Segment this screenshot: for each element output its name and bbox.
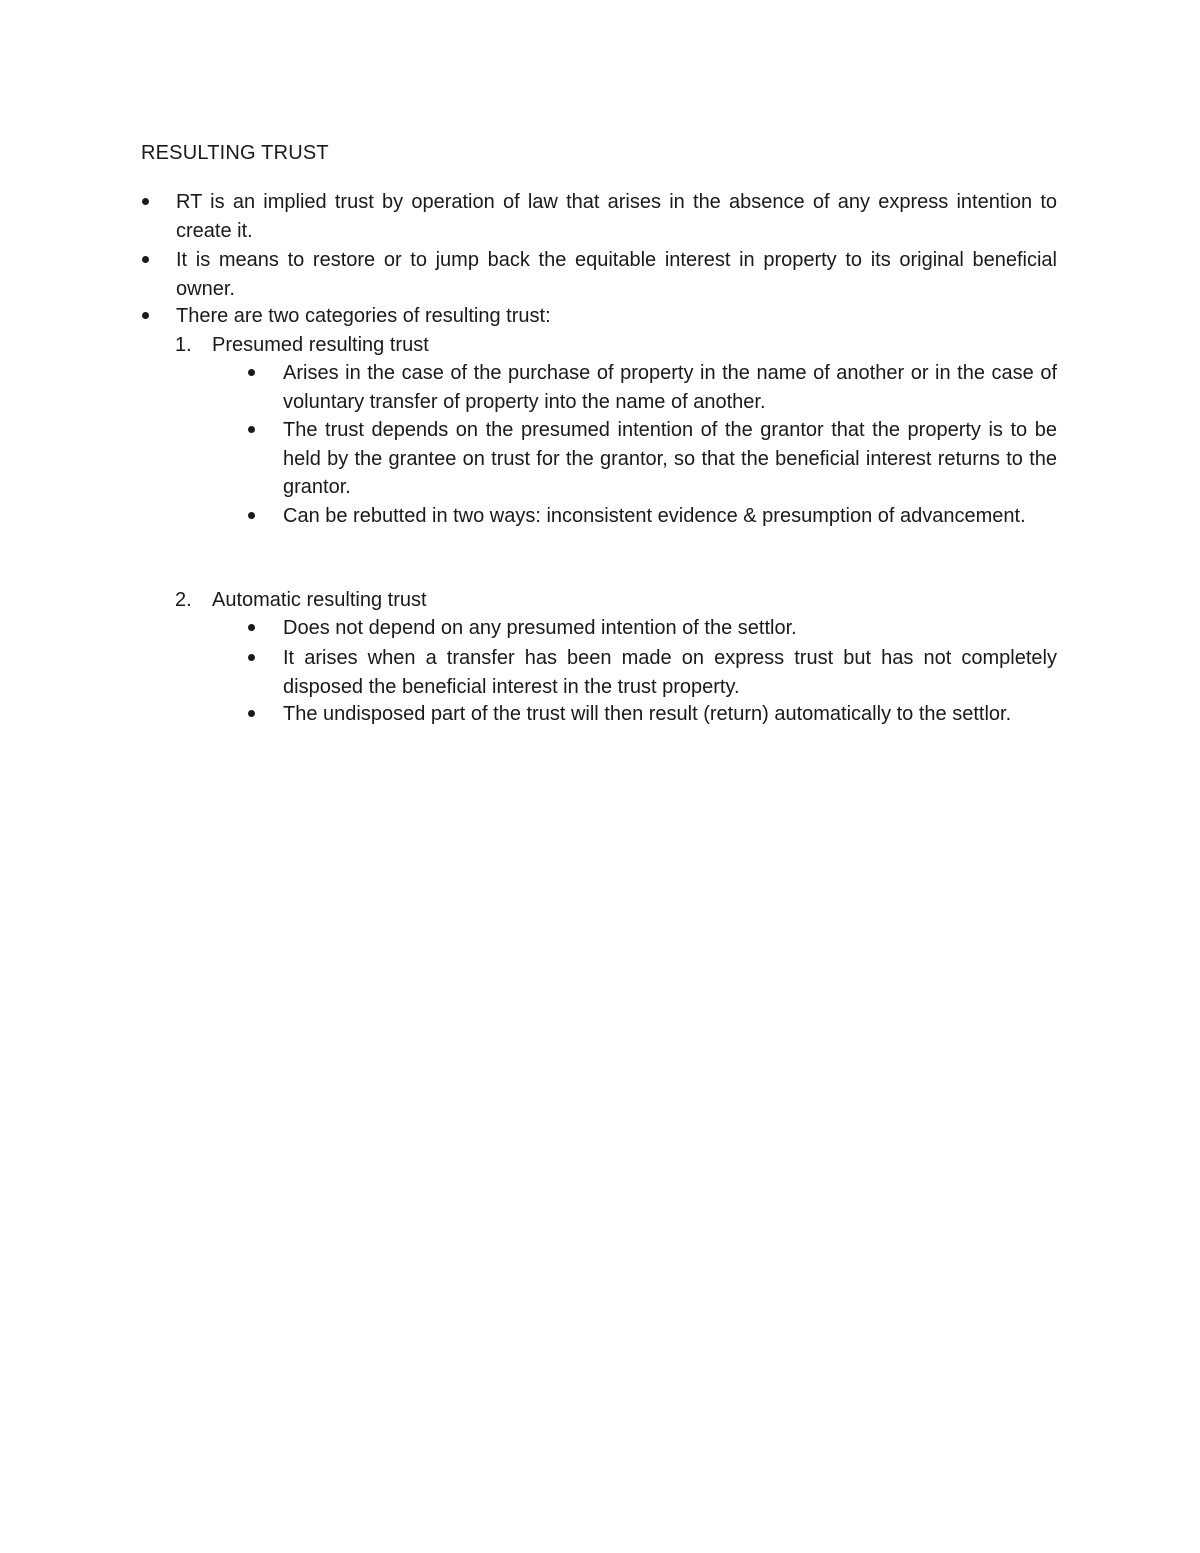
bullet-item: RT is an implied trust by operation of law that arises in the absence of any express intention to create it.: [176, 191, 1057, 242]
bullet-icon: [248, 512, 255, 519]
list-number: 1.: [175, 334, 192, 356]
bullet-icon: [142, 256, 149, 263]
document-title: RESULTING TRUST: [141, 142, 329, 164]
bullet-icon: [248, 654, 255, 661]
list-number: 2.: [175, 589, 192, 611]
bullet-icon: [248, 426, 255, 433]
bullet-item: It is means to restore or to jump back the equitable interest in property to its original beneficial owner.: [176, 249, 1057, 300]
bullet-item: There are two categories of resulting trust:: [176, 305, 551, 327]
category-label: Automatic resulting trust: [212, 589, 427, 611]
bullet-icon: [248, 369, 255, 376]
bullet-icon: [248, 710, 255, 717]
sub-bullet-item: Does not depend on any presumed intention of the settlor.: [283, 617, 797, 639]
sub-bullet-item: Arises in the case of the purchase of property in the name of another or in the case of voluntary transfer of property into the name of another.: [283, 362, 1057, 413]
bullet-icon: [142, 198, 149, 205]
sub-bullet-item: It arises when a transfer has been made on express trust but has not completely disposed the beneficial interest in the trust property.: [283, 647, 1057, 698]
sub-bullet-item: The undisposed part of the trust will then result (return) automatically to the settlor.: [283, 703, 1012, 725]
bullet-icon: [248, 624, 255, 631]
sub-bullet-item: The trust depends on the presumed intention of the grantor that the property is to be held by the grantee on trust for the grantor, so that the beneficial interest returns to the grantor.: [283, 419, 1057, 498]
sub-bullet-item: Can be rebutted in two ways: inconsistent evidence & presumption of advancement.: [283, 505, 1026, 527]
category-label: Presumed resulting trust: [212, 334, 429, 356]
bullet-icon: [142, 312, 149, 319]
